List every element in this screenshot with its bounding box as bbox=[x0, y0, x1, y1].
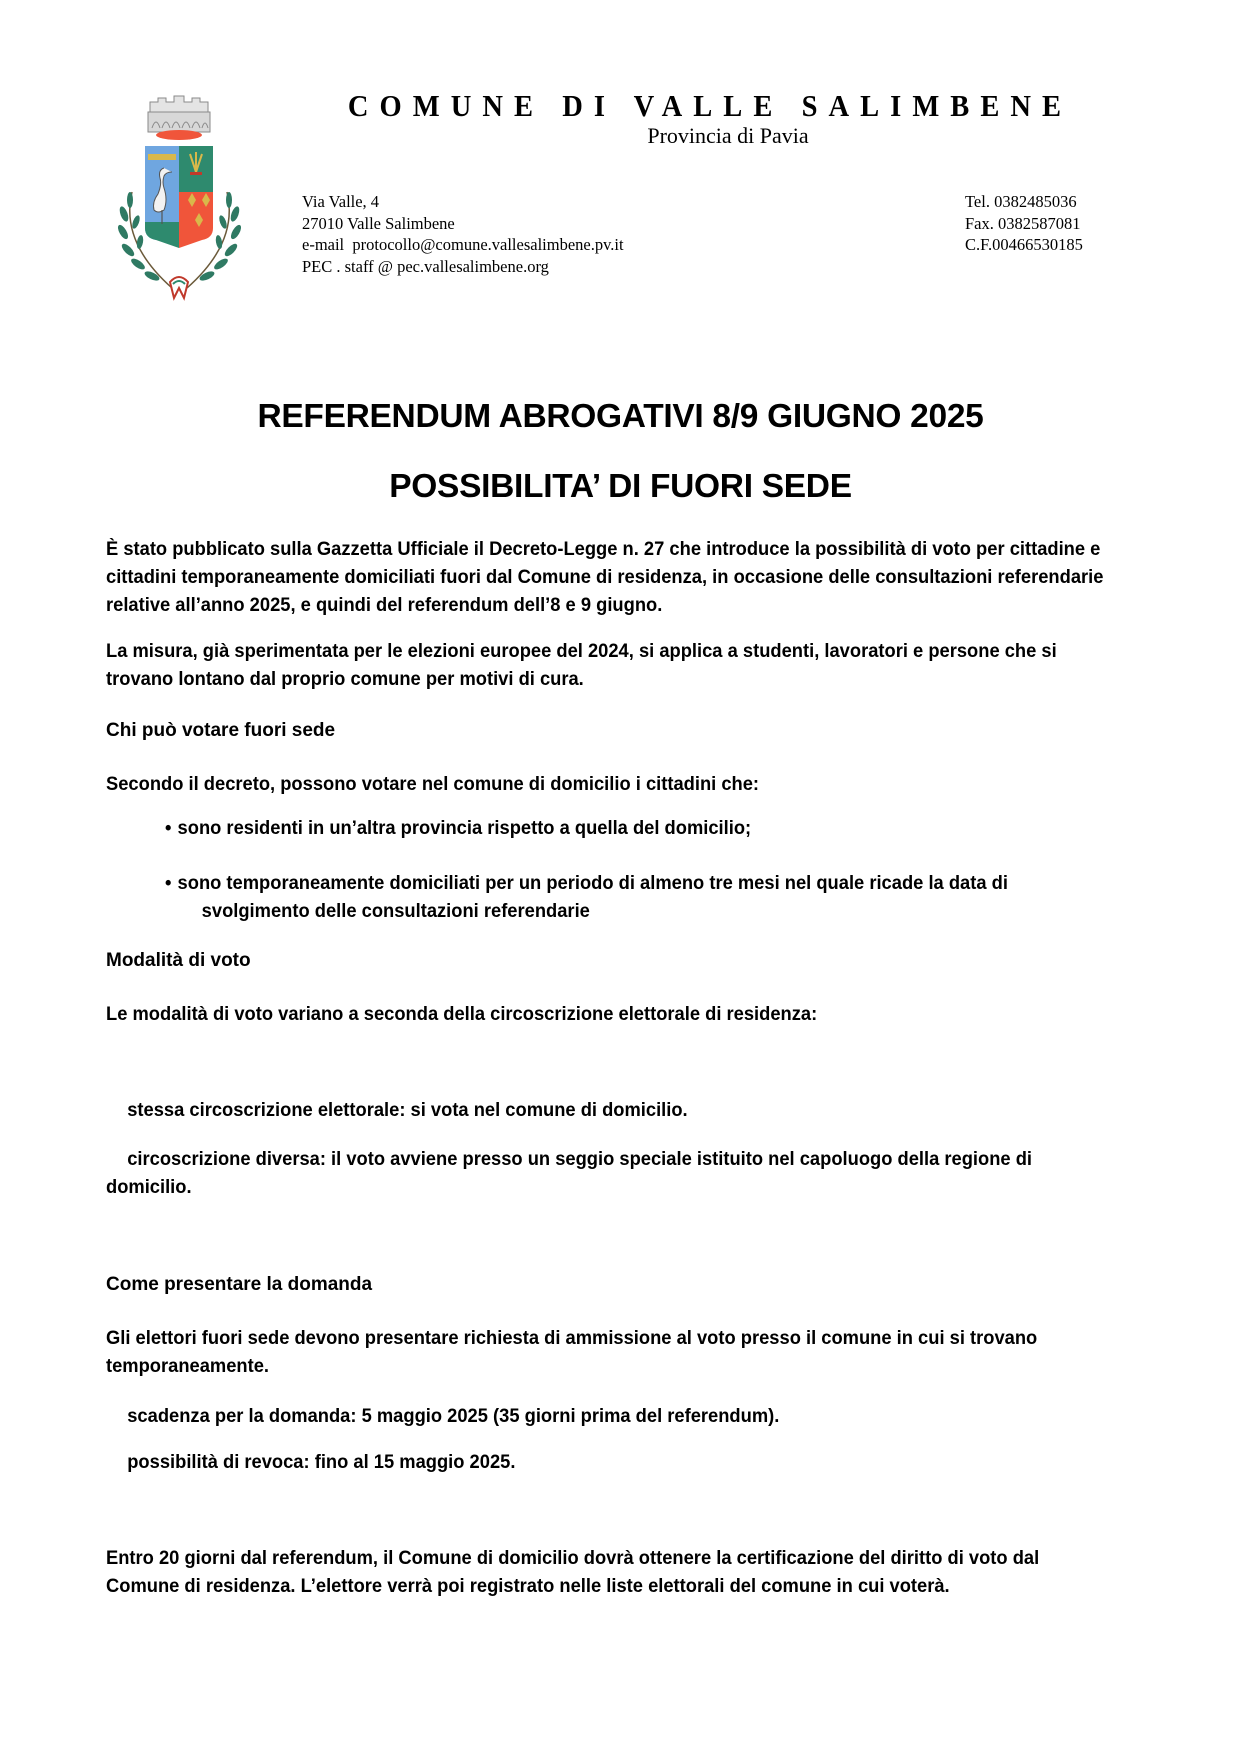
document-subtitle: POSSIBILITA’ DI FUORI SEDE bbox=[389, 468, 852, 505]
how-lead-paragraph: Gli elettori fuori sede devono presentare richiesta di ammissione al voto presso il comune in cui si trovano temporaneamente. bbox=[106, 1328, 1038, 1377]
address-block bbox=[302, 191, 624, 277]
address-pec[interactable]: PEC . staff @ pec.vallesalimbene.org bbox=[302, 256, 549, 276]
section-heading-how: Come presentare la domanda bbox=[106, 1274, 373, 1295]
contact-cf: C.F.00466530185 bbox=[965, 235, 1083, 254]
who-lead-paragraph: Secondo il decreto, possono votare nel comune di domicilio i cittadini che: bbox=[106, 774, 760, 795]
bullet-item bbox=[165, 870, 1111, 926]
deadline-item: scadenza per la domanda: 5 maggio 2025 (35 giorni prima del referendum). bbox=[127, 1406, 780, 1427]
shield-icon bbox=[145, 146, 213, 248]
address-city: 27010 Valle Salimbene bbox=[302, 213, 455, 233]
document-title: REFERENDUM ABROGATIVI 8/9 GIUGNO 2025 bbox=[257, 398, 984, 435]
bullet-text: sono residenti in un’altra provincia rispetto a quella del domicilio; bbox=[177, 818, 752, 839]
closing-paragraph: Entro 20 giorni dal referendum, il Comune di domicilio dovrà ottenere la certificazione del diritto di voto dal Comune di residenza. L’elettore verrà poi registrato nelle liste elettorali del comune in cui voterà. bbox=[106, 1548, 1040, 1597]
bullet-dot-icon: • bbox=[165, 873, 172, 894]
bullet-dot-icon: • bbox=[165, 818, 172, 839]
address-street: Via Valle, 4 bbox=[302, 192, 380, 211]
bullet-text-continuation: svolgimento delle consultazioni referendarie bbox=[201, 901, 590, 922]
organization-name: COMUNE DI VALLE SALIMBENE bbox=[347, 88, 1073, 123]
section-heading-mode: Modalità di voto bbox=[106, 950, 251, 971]
mode-item: stessa circoscrizione elettorale: si vota nel comune di domicilio. bbox=[127, 1100, 688, 1121]
address-email[interactable]: e-mail protocollo@comune.vallesalimbene.pv.it bbox=[302, 235, 624, 254]
bullet-text: sono temporaneamente domiciliati per un periodo di almeno tre mesi nel quale ricade la data di bbox=[177, 873, 1008, 894]
section-heading-who: Chi può votare fuori sede bbox=[106, 720, 336, 741]
ribbon-icon bbox=[170, 277, 188, 298]
misura-paragraph: La misura, già sperimentata per le elezioni europee del 2024, si applica a studenti, lavoratori e persone che si trovano lontano dal proprio comune per motivi di cura. bbox=[106, 641, 1057, 690]
bullet-item bbox=[165, 815, 1111, 843]
mode-lead-paragraph: Le modalità di voto variano a seconda della circoscrizione elettorale di residenza: bbox=[106, 1004, 818, 1025]
crown-icon bbox=[148, 96, 210, 140]
intro-paragraph: È stato pubblicato sulla Gazzetta Ufficiale il Decreto-Legge n. 27 che introduce la possibilità di voto per cittadine e cittadini temporaneamente domiciliati fuori dal Comune di residenza, in occasione delle consultazioni referendarie relative all’anno 2025, e quindi del referendum dell’8 e 9 giugno. bbox=[106, 539, 1104, 616]
contact-block bbox=[965, 191, 1083, 256]
revocation-item: possibilità di revoca: fino al 15 maggio 2025. bbox=[127, 1452, 516, 1473]
province-name: Provincia di Pavia bbox=[647, 123, 809, 148]
contact-fax: Fax. 0382587081 bbox=[965, 213, 1081, 233]
mode-item: circoscrizione diversa: il voto avviene presso un seggio speciale istituito nel capoluogo della regione di domicilio. bbox=[106, 1149, 1033, 1198]
coat-of-arms-icon bbox=[112, 92, 247, 302]
contact-tel: Tel. 0382485036 bbox=[965, 192, 1077, 211]
